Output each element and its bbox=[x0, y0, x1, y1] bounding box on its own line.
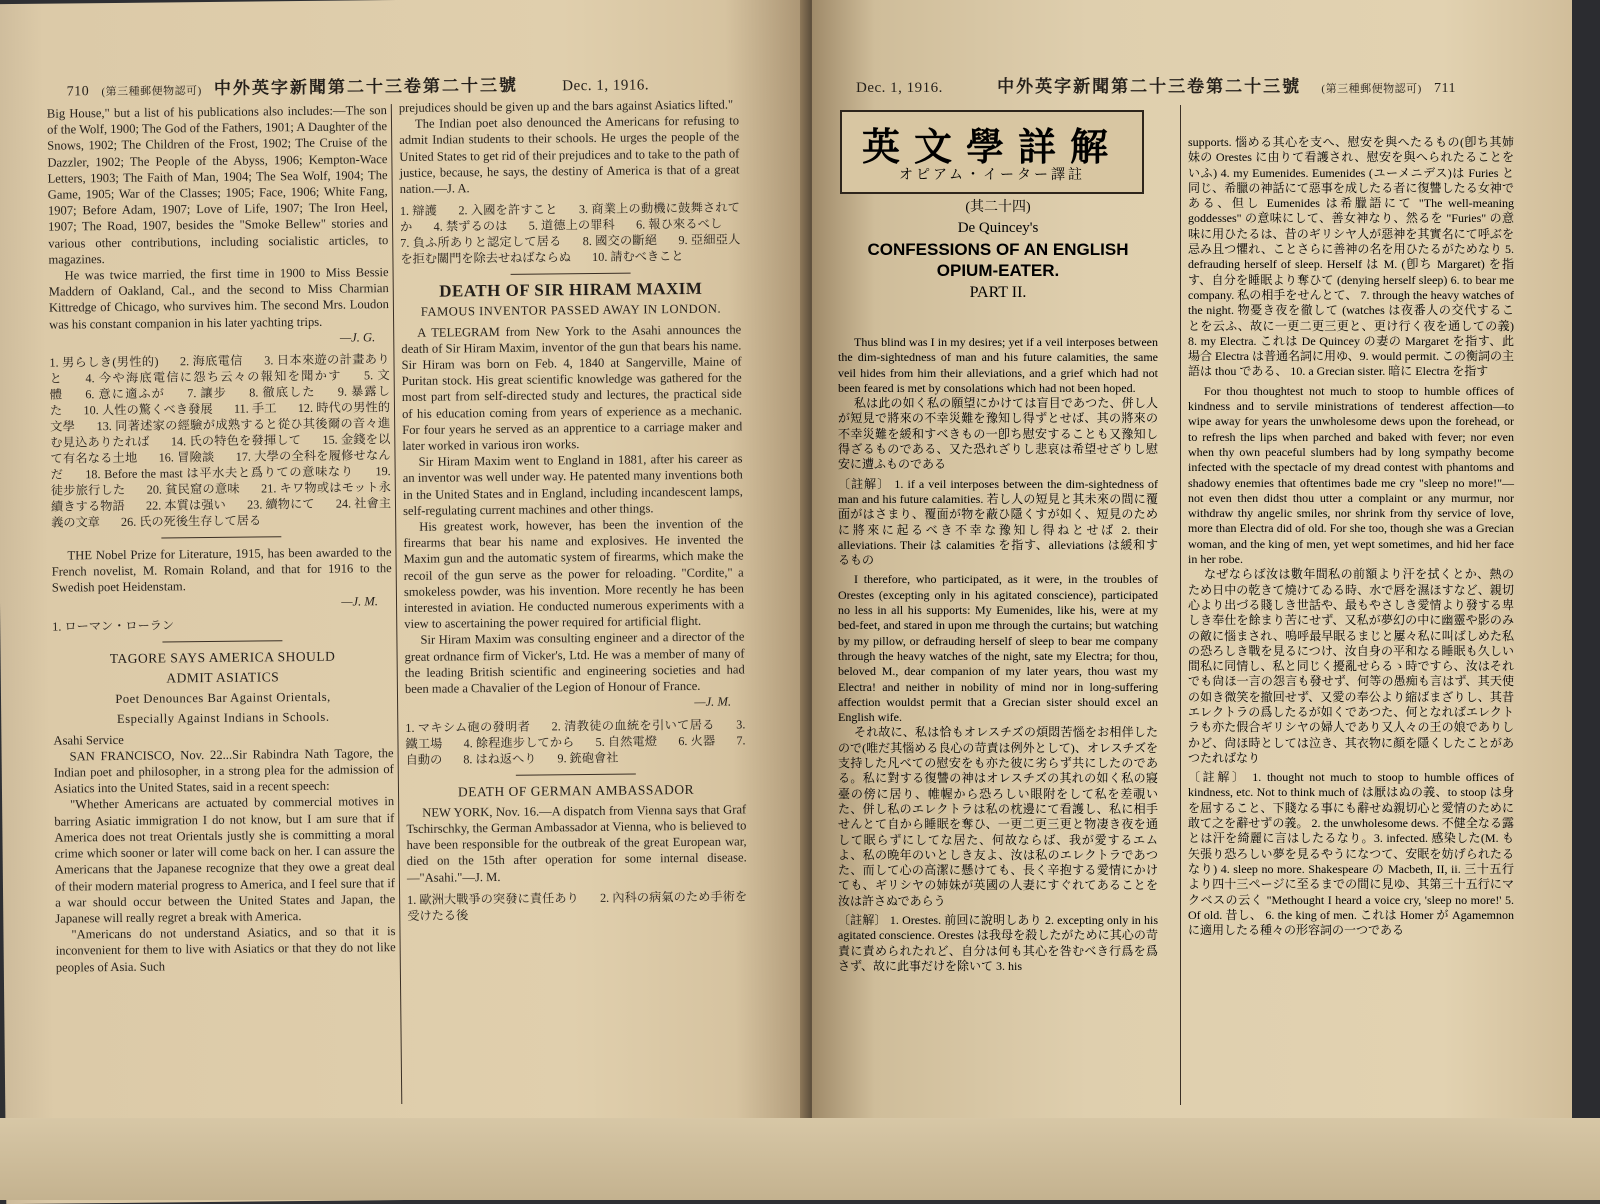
note: 12. 時代の男性的文學 bbox=[50, 400, 391, 434]
section-subtitle: オピアム・イーター譯註 bbox=[898, 168, 1086, 183]
tagore-subhead-1: Poet Denounces Bar Against Orientals, bbox=[115, 689, 331, 707]
note: 5. 文體 bbox=[49, 368, 390, 402]
london-bibliography: Big House," but a list of his publications also includes:—The son of the Wolf, 1900; The God of the Fathers, 1901; A Daughter of the Snows, 1902; The Children of the Frost, 1902; The Cruise of the Dazzler, 1902; The People of the Abyss, 1906; Kempton-Wace Letters, 1903; The Faith of Man, 1904; The Sea Wolf, 1904; The Game, 1905; War of the Classes; 1905; Face, 1906; White Fang, 1907; Before Adam, 1907; Love of Life, 1907; The Iron Heel, 1907; The Road, 1907, besides the "Smoke Bellew" stories and various other contributions, including socialistic articles, to magazines. bbox=[46, 103, 389, 267]
note: 17. 大學の全科を履修せなんだ bbox=[50, 448, 391, 482]
nobel-note: 1. ローマン・ローラン bbox=[52, 618, 175, 634]
signature-jm: —J. M. bbox=[694, 694, 732, 710]
maxim-paragraph-3: His greatest work, however, has been the invention of the firearms that bear his name and explosives. He invented the Maxim gun and the automatic system of firearms, which make the recoil of the gun serve as the power for reloading. "Cordite," a smokeless powder, was his invention. More recently he has been interested in aviation. He conducted numerous experiments with a view to ascertaining the power required for artificial flight. bbox=[403, 516, 745, 632]
confessions-english-2: I therefore, who participated, as it were, in the troubles of Orestes (excepting only in his agitated conscience), participated no less in all his supports: My Eumenides, like his, were at my bed-feet, and stared in upon me through the curtains; but watching by my pillow, or defrauding herself of sleep to bear me company through the heavy watches of the night, sate my Electra; for thou, beloved M., dear companion of my later years, thou wast my Electra! and neither in nobility of mind nor in long-suffering affection wouldst permit that a Grecian sister should excel an English wife. bbox=[838, 572, 1158, 725]
left-running-head bbox=[66, 69, 649, 100]
london-marriage: He was twice married, the first time in 1900 to Miss Bessie Maddern of Oakland, Cal., and the second to Miss Charmian Kittredge of Chicago, who survives him. The second Mrs. Loudon was his constant companion in his later yachting trips. bbox=[48, 265, 389, 332]
note: 7. 負ふ所ありと認定して居る bbox=[400, 234, 562, 251]
right-date: Dec. 1, 1916. bbox=[856, 80, 943, 96]
note: 3. 鐵工場 bbox=[405, 716, 746, 751]
note: 4. 禁ずるのは bbox=[433, 219, 508, 234]
part-label: PART II. bbox=[969, 283, 1027, 301]
note: 20. 貧民窟の意味 bbox=[146, 481, 240, 497]
note: 22. 本質は强い bbox=[145, 497, 226, 513]
note: 21. キワ物或はモット永續きする物語 bbox=[50, 480, 391, 514]
german-ambassador-paragraph: NEW YORK, Nov. 16.—A dispatch from Vienna says that Graf Tschirschky, the German Ambassador at Vienna, who is believed to have been responsible for the outbreak of the great European war, died on the 15th after operation for some internal disease.—"Asahi."—J. M. bbox=[406, 802, 747, 885]
confessions-notes-1: 〔註解〕 1. if a veil interposes between the dim-sightedness of man and his future calamities. 若し人の短見と其未來の間に覆面がはさまり、覆面が物を蔽ひ隱くすが如く、短見のために將來に起るべき不幸な豫知し得ねとせば 2. their alleviations. Their は calamities を指す、alleviations は緩和するもの bbox=[838, 476, 1158, 568]
author: De Quincey's bbox=[957, 220, 1039, 237]
page-bottom-edge bbox=[0, 1118, 1600, 1200]
left-journal-title: 中外英字新聞第二十三卷第二十三號 bbox=[213, 75, 519, 98]
right-running-head bbox=[856, 72, 1456, 97]
note: 6. 火器 bbox=[678, 733, 716, 748]
note: 7. 自動の bbox=[405, 732, 746, 767]
maxim-notes bbox=[405, 716, 745, 768]
note: 1. 歐洲大戰爭の突發に責任あり bbox=[407, 890, 579, 907]
note: 5. 自然電燈 bbox=[595, 733, 658, 749]
tagore-continued: prejudices should be given up and the bars against Asiatics lifted." bbox=[398, 97, 734, 115]
confessions-translation-3: なぜならば汝は數年間私の前額より汗を拭くとか、熱のため日中の乾きて燒けてゐる時、水で唇を濕ほすなど、親切心より出づる賤しき世話や、最もやさしき愛情より發する卑しき奉仕を餘まり苦にせず、又私が夢幻の中に幽靈や影のみの敵に惱まされ、嗚呼最早眠るまじと屢々私に叫ばしめた私の恐ろしき戰を見るにつけ、汝自身の平和なる睡眠も久しい間私に同情し、私と同じく擾亂せらるゝ時ですら、汝はそれでも尙ほ一言の怨言も發せず、何等の愚痴も言はず、其天使の如き微笑を撤回せず、又愛の奉公より縮ばまざりし、其昔エレクトラの爲したるが如くであつた、何となればエレクトラも亦た假合ギリシヤの婦人であり又人々の王の娘でありしかど、尙ほ時としては泣き、其衣物に顏を隱くしたことがあつたればなり bbox=[1188, 567, 1514, 765]
tagore-subhead-2: Especially Against Indians in Schools. bbox=[116, 710, 330, 727]
note: 11. 手工 bbox=[233, 401, 277, 416]
note: 8. はね返へり bbox=[463, 751, 537, 766]
note: 15. 金錢を以て有名なる土地 bbox=[50, 432, 391, 466]
tagore-headline-1: TAGORE SAYS AMERICA SHOULD bbox=[109, 648, 336, 666]
installment: (其二十四) bbox=[965, 200, 1031, 215]
tagore-paragraph-4: The Indian poet also denounced the Americans for refusing to admit Indian students to their schools. He urges the people of the United States to get rid of their prejudices and to take to the path of justice, because, he says, the destiny of America is that of a great nation.—J. A. bbox=[399, 113, 740, 196]
german-notes bbox=[407, 888, 747, 924]
note: 10. 人性の驚くべき發展 bbox=[83, 401, 213, 418]
left-date: Dec. 1, 1916. bbox=[562, 77, 650, 95]
maxim-paragraph-2: Sir Hiram Maxim went to England in 1881, after his career as an inventor was well under way. He patented many inventions both in the United States and in England, including incandescent lamps, self-regulating current machines and other things. bbox=[402, 451, 743, 518]
signature-jg: —J. G. bbox=[339, 330, 376, 345]
note: 1. 辯護 bbox=[399, 203, 438, 219]
maxim-paragraph-1: A TELEGRAM from New York to the Asahi announces the death of Sir Hiram Maxim, inventor of the gun that bears his name. Sir Hiram was born on Feb. 4, 1840 at Sangerville, Maine of Puritan stock. His great scientific knowledge was gathered for the most part from self-directed study and lectures, the practical side of his education coming from years of experience as a mechanic. For four years he served as an apprentice to a carriage maker and later worked in various iron works. bbox=[401, 322, 743, 454]
note: 24. 社會主義の文章 bbox=[51, 496, 392, 530]
tagore-service: Asahi Service bbox=[53, 732, 124, 748]
note: 16. 冒險談 bbox=[158, 449, 215, 465]
note: 10. 請むべきこと bbox=[592, 249, 684, 265]
confessions-english-1: Thus blind was I in my desires; yet if a veil interposes between the dim-sightedness of man and his future calamities, the same veil hides from him their alleviations, and a grief which had not been feared is met by consolations which had not been hoped. bbox=[838, 335, 1158, 395]
note: 1. マキシム砲の發明者 bbox=[405, 719, 531, 735]
maxim-headline: DEATH OF SIR HIRAM MAXIM bbox=[439, 279, 703, 301]
divider bbox=[162, 640, 282, 642]
confessions-notes-2: 〔註解〕 1. Orestes. 前回に說明しあり 2. excepting only in his agitated conscience. Orestes は我母を殺したがために其心の苛責に責められたれど、自分は何も其心を咎むべき行爲を爲さず、故に此事だけを除いて 3. his bbox=[838, 912, 1158, 973]
book-cover-edge bbox=[1572, 0, 1600, 1200]
note: 4. 今や海底電信に怨ち云々の報知を聞かす bbox=[85, 368, 342, 386]
note: 3. 商業上の動機に鼓舞されてか bbox=[400, 200, 741, 235]
note: 5. 道德上の罪科 bbox=[528, 217, 615, 233]
note: 8. 徹底した bbox=[249, 384, 316, 400]
column-rule bbox=[1180, 105, 1181, 1105]
note: 9. 亞細亞人を拒む關門を除去せねばならぬ bbox=[400, 232, 741, 267]
left-page-number: 710 bbox=[66, 84, 90, 100]
note: 19. 徒步旅行した bbox=[50, 464, 391, 498]
german-ambassador-headline: DEATH OF GERMAN AMBASSADOR bbox=[457, 781, 695, 799]
right-column-1 bbox=[838, 335, 1158, 974]
note: 4. 餘程進步してから bbox=[463, 734, 575, 750]
right-permit: (第三種郵便物認可) bbox=[1321, 83, 1422, 95]
tagore-paragraph-2: "Whether Americans are actuated by commercial motives in barring Asiatic immigration I do not know, but I am sure that if America does not treat Orientals justly she is committing a moral crime which sooner or later will come back on her. I can assure the Americans that the Japanese recognize that they owe a great deal of their modern material progress to America, and I feel sure that if a war should occur between the United States and Japan, the Japanese will really regret a break with America. bbox=[54, 794, 396, 926]
note: 26. 氏の死後生存して居る bbox=[120, 513, 262, 529]
note: 18. Before the mast は平水夫と爲りての意味なり bbox=[85, 464, 354, 482]
work-title-line-2: OPIUM-EATER. bbox=[936, 260, 1060, 280]
note: 3. 日本來遊の計畫ありと bbox=[49, 352, 390, 386]
maxim-subhead: FAMOUS INVENTOR PASSED AWAY IN LONDON. bbox=[420, 302, 722, 320]
work-heading bbox=[838, 200, 1158, 301]
divider bbox=[511, 273, 631, 275]
note: 1. 男らしき(男性的) bbox=[49, 354, 159, 370]
left-column-1 bbox=[47, 102, 396, 975]
signature-jm: —J. M. bbox=[341, 593, 379, 609]
note: 23. 續物にて bbox=[247, 496, 315, 512]
note: 7. 讓步 bbox=[187, 385, 228, 401]
confessions-english-3: For thou thoughtest not much to stoop to humble offices of kindness and to servile ministrations of tenderest affection—to wipe away for years the unwholesome dews upon the forehead, or to refresh the lips when parched and baked with fever; nor even when thy own peaceful slumbers had by long sympathy become infected with the spectacle of my dread contest with phantoms and shadowy enemies that oftentimes bade me cry "sleep no more!"—not even then didst thou utter a complaint or any murmur, nor withdraw thy angelic smiles, nor shrink from thy service of love, more than Electra did of old. For she too, though she was a Grecian woman, and the king of men, yet wept sometimes, and hid her face in her robe. bbox=[1188, 383, 1514, 567]
right-journal-title: 中外英字新聞第二十三卷第二十三號 bbox=[997, 77, 1302, 96]
note: 6. 意に適ふが bbox=[85, 386, 166, 402]
note: 2. 入國を許すこと bbox=[458, 202, 558, 218]
note: 9. 銃砲會社 bbox=[557, 750, 619, 765]
note: 2. 海底電信 bbox=[179, 353, 243, 369]
divider bbox=[516, 773, 636, 775]
right-column-2 bbox=[1188, 135, 1514, 938]
nobel-paragraph: THE Nobel Prize for Literature, 1915, has been awarded to the French novelist, M. Romain Roland, and that for 1916 to the Swedish poet Heidenstam. bbox=[51, 545, 392, 596]
tagore-paragraph-1: SAN FRANCISCO, Nov. 22...Sir Rabindra Nath Tagore, the Indian poet and philosopher, in a strong plea for the admission of Asiatics into the United States, said in a recent speech: bbox=[53, 745, 394, 796]
london-notes bbox=[49, 351, 391, 531]
note: 8. 國交の斷絕 bbox=[582, 233, 658, 249]
divider bbox=[161, 536, 281, 538]
note: 2. 清教徒の血統を引いて居る bbox=[551, 717, 715, 733]
tagore-paragraph-3: "Americans do not understand Asiatics, and so that it is inconvenient for them to live with Asiatics or that they do not like peoples of Asia. Such bbox=[55, 924, 396, 975]
note: 9. 暴露した bbox=[49, 384, 390, 418]
note: 2. 內科の病氣のため手術を受けたる後 bbox=[407, 889, 748, 923]
tagore-headline-2: ADMIT ASIATICS bbox=[166, 669, 280, 686]
note: 14. 氏の特色を發揮して bbox=[170, 433, 302, 449]
note: 6. 報ひ來るべし bbox=[635, 216, 723, 232]
left-column-2 bbox=[399, 96, 748, 929]
maxim-paragraph-4: Sir Hiram Maxim was consulting engineer and a director of the great ordnance firm of Vicker's, Ltd. He was a member of many of the leading British scientific and engineering societies and had been made a Chavalier of the Legion of Honour of France. bbox=[404, 629, 745, 697]
section-title-box bbox=[840, 110, 1144, 194]
confessions-translation-1: 私は此の如く私の願望にかけては盲目であつた、併し人が短見で將來の不幸災難を豫知し得ずとせば、其の將來の不幸災難を緩和すべきもの一卽ち慰安することも又豫知し得ざるものである、又た恐れざりし悲哀は希望せざりし慰安に遭ふものである bbox=[838, 396, 1158, 472]
confessions-notes-top: supports. 惱める其心を支へ、慰安を與へたるもの(卽ち其姉妹の Orestes に由りて看護され、慰安を與へられたることをいふ) 4. my Eumenides. Eumenides (ユーメニデス)は Furies と同じ、希臘の神話にて惡事を成したる者に復讐したる女神である、但し Eumenides は希臘語にて "The well-meaning goddesses" の意味にして、善女神なり、然るを "Furies" の意味に用ひたるは、昔のギリシヤ人が惡神を其實名にて呼ぶを忌み且つ懼れ、ことさらに善神の名を用ひたるがためなり 5. defrauding herself of sleep. Herself は M. (卽ち Margaret) を指す、自分を睡眠より奪ひて (denying herself sleep) 6. to bear me company. 私の相手をせんとて、 7. through the heavy watches of the night. 物憂き夜を徹して (watches は夜番人の交代するこ とを云ふ、故に一更二更三更と、更け行く夜を通しての義) 8. my Electra. これは De Quincey の妻の Margaret を指す、此場合 Electra は普通名詞に用ゆ、9. would permit. この衡詞の主語は thou である、 10. a Grecian sister. 暗に Electra を指す bbox=[1188, 135, 1514, 379]
section-title: 英文學詳解 bbox=[861, 127, 1122, 169]
work-title-line-1: CONFESSIONS OF AN ENGLISH bbox=[867, 240, 1129, 260]
tagore-notes bbox=[400, 200, 741, 268]
right-page-number: 711 bbox=[1433, 81, 1456, 96]
left-permit: (第三種郵便物認可) bbox=[101, 85, 202, 99]
confessions-notes-3: 〔註解〕 1. thought not much to stoop to humble offices of kindness, etc. Not to think much of は厭はぬの義、to stoop は身を屈すること、下賤なる事にも辭せぬ親切心と愛情のために敢て之を辭せずの義。 2. the unwholesome dews. 不健全なる露とは汗を綺麗に言はしたるなり。3. infected. 感染した(M. も矢張り恐ろしい夢を見るやうになつて、安眠を妨げられたるなり) 4. sleep no more. Shakespeare の Macbeth, II, ii. 三十五行より四十三ページに至るまでの間に見ゆ、其第三十五行にマクベスの云く "Methought I heard a voice cry, 'sleep no more!' 5. Of old. 昔し、 6. the king of men. これは Homer が Agamemnon に適用したる種々の形容詞の一つである bbox=[1188, 770, 1514, 938]
confessions-translation-2: それ故に、私は恰もオレスチズの煩悶苦惱をお相伴したので(唯だ其惱める良心の苛責は例外として)、オレスチズを支持した凡べての慰安をも亦た彼に劣らず共にしたのである。私に對する復讐の神はオレスチズの其れの如く私の寢臺の傍に居り、帷幄から恐ろしい眼附をして私を差覗いた、併し私のエレクトラは私の枕邊にて看護し、私に相手せんとて自から睡眠を奪ひ、一更二更三更と物凄き夜を通して眠らずにしてな居た、何故ならば、我が愛するエムよ、私の晩年のいとしき友よ、汝は私のエレクトラであつた、而して心の高潔に懸けても、長く辛抱する愛情にかけても、ギリシヤの姉妹が英國の人妻にすぐれてあることを汝は許さぬであらう bbox=[838, 725, 1158, 908]
note: 13. 同著述家の經驗が成熟すると從ひ其後爾の音々進む見込ありたれば bbox=[50, 416, 391, 450]
